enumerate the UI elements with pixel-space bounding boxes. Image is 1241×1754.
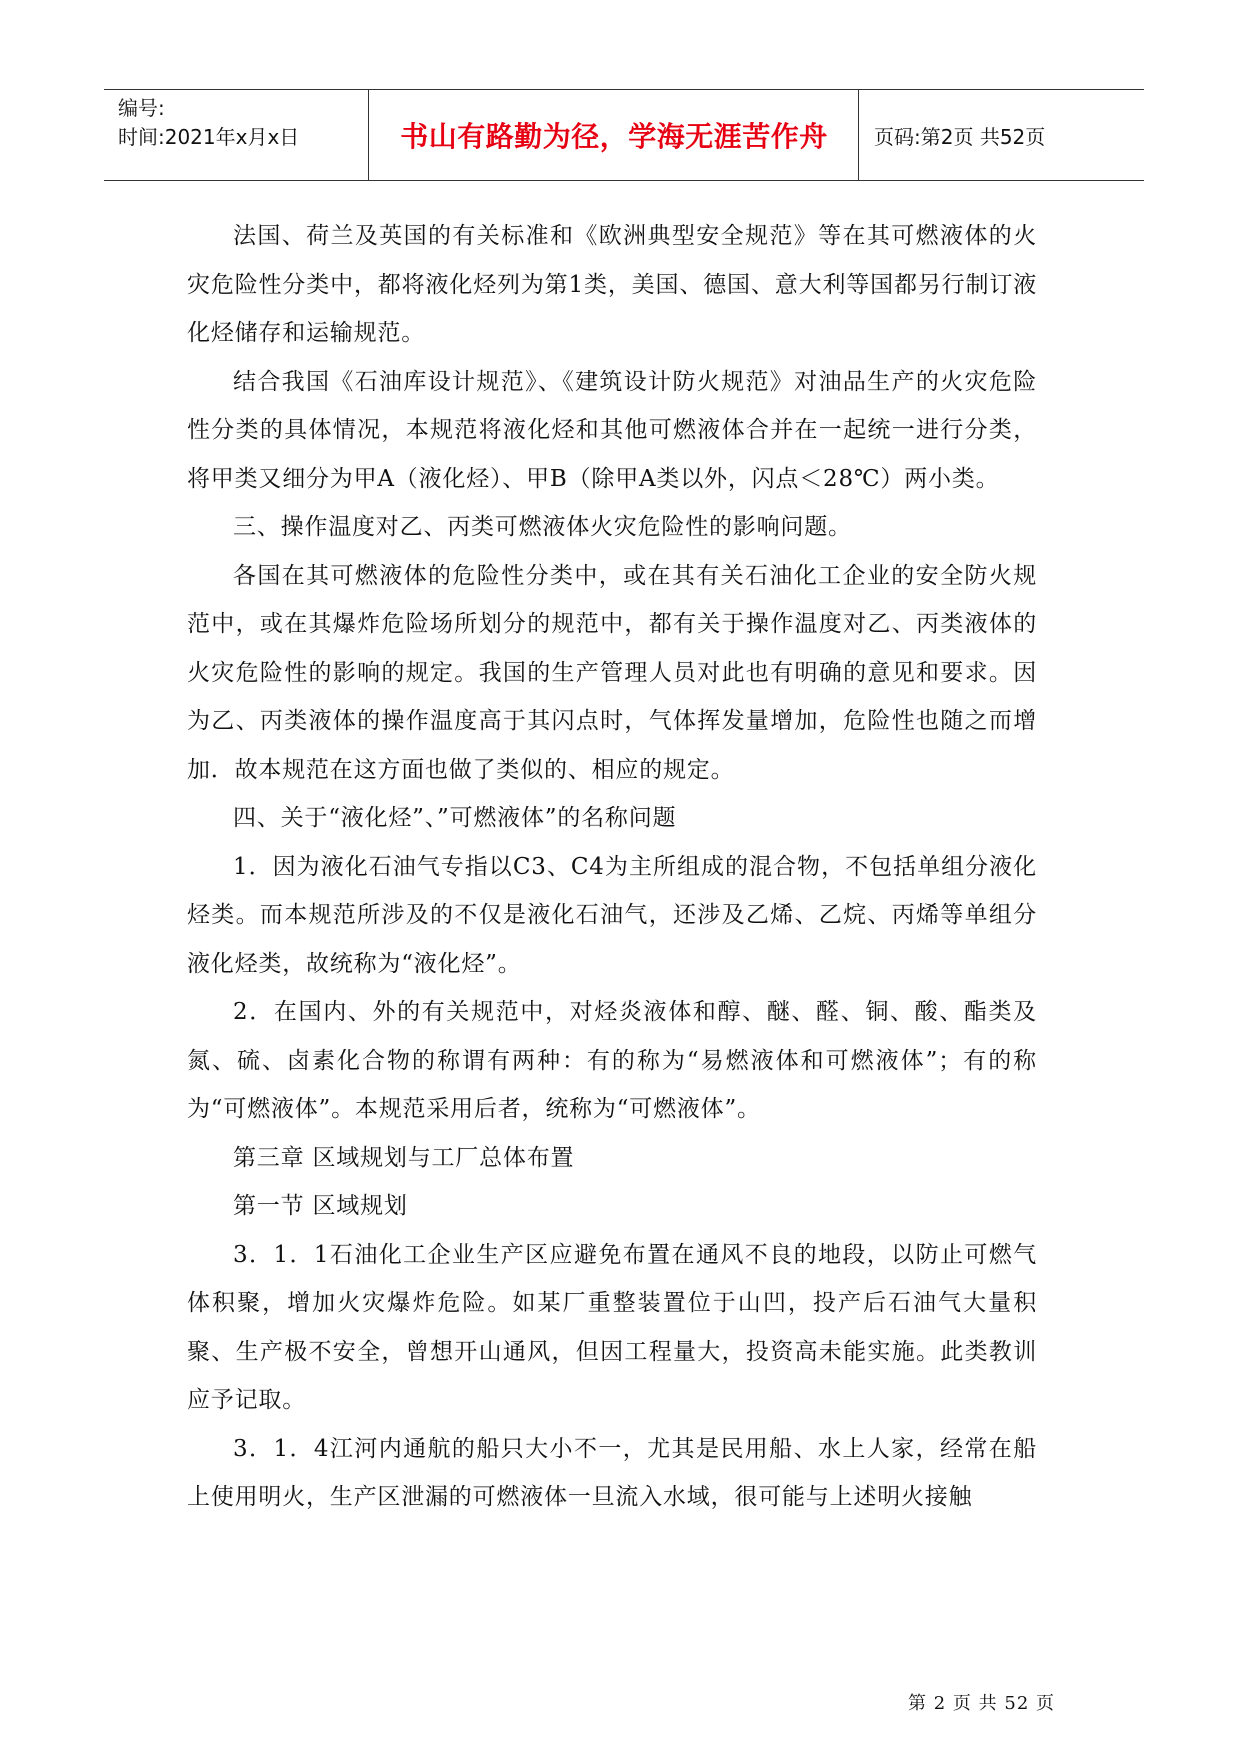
header-divider xyxy=(368,90,369,180)
section-heading: 四、关于“液化烃”、”可燃液体”的名称问题 xyxy=(233,805,677,831)
header-divider xyxy=(858,90,859,180)
paragraph: 结合我国《石油库设计规范》、《建筑设计防火规范》对油品生产的火灾危险性分类的具体情况，本规范将液化烃和其他可燃液体合并在一起统一进行分类，将甲类又细分为甲A（液化烃）、甲B（除甲A类以外，闪点＜28℃）两小类。 xyxy=(187,368,1037,492)
paragraph: 3．1．4江河内通航的船只大小不一，尤其是民用船、水上人家，经常在船上使用明火，生产区泄漏的可燃液体一旦流入水域，很可能与上述明火接触 xyxy=(187,1435,1037,1510)
doc-number-label: 编号: xyxy=(118,96,165,120)
time-label: 时间:2021年x月x日 xyxy=(118,125,300,149)
header-page-info: 页码:第2页 共52页 xyxy=(874,124,1046,149)
paragraph: 3．1．1石油化工企业生产区应避免布置在通风不良的地段，以防止可燃气体积聚，增加火灾爆炸危险。如某厂重整装置位于山凹，投产后石油气大量积聚、生产极不安全，曾想开山通风，但因工程量大，投资高未能实施。此类教训应予记取。 xyxy=(187,1241,1037,1413)
page-header xyxy=(104,89,1144,181)
header-meta xyxy=(118,94,299,152)
paragraph: 2．在国内、外的有关规范中，对烃炎液体和醇、醚、醛、铜、酸、酯类及氮、硫、卤素化合物的称谓有两种：有的称为“易燃液体和可燃液体”；有的称为“可燃液体”。本规范采用后者，统称为“可燃液体”。 xyxy=(187,999,1037,1122)
paragraph: 法国、荷兰及英国的有关标准和《欧洲典型安全规范》等在其可燃液体的火灾危险性分类中，都将液化烃列为第1类，美国、德国、意大利等国都另行制订液化烃储存和运输规范。 xyxy=(187,223,1037,346)
chapter-heading: 第三章 区域规划与工厂总体布置 xyxy=(233,1144,575,1171)
page-footer: 第 2 页 共 52 页 xyxy=(908,1693,1055,1714)
section-heading: 第一节 区域规划 xyxy=(233,1193,408,1219)
section-heading: 三、操作温度对乙、丙类可燃液体火灾危险性的影响问题。 xyxy=(233,514,852,540)
paragraph: 1．因为液化石油气专指以C3、C4为主所组成的混合物，不包括单组分液化烃类。而本规范所涉及的不仅是液化石油气，还涉及乙烯、乙烷、丙烯等单组分液化烃类，故统称为“液化烃”。 xyxy=(187,853,1037,977)
header-motto: 书山有路勤为径，学海无涯苦作舟 xyxy=(400,120,828,153)
paragraph: 各国在其可燃液体的危险性分类中，或在其有关石油化工企业的安全防火规范中，或在其爆炸危险场所划分的规范中，都有关于操作温度对乙、丙类液体的火灾危险性的影响的规定。我国的生产管理人员对此也有明确的意见和要求。因为乙、丙类液体的操作温度高于其闪点时，气体挥发量增加，危险性也随之而增加．故本规范在这方面也做了类似的、相应的规定。 xyxy=(187,562,1037,783)
document-body xyxy=(187,212,1037,1522)
